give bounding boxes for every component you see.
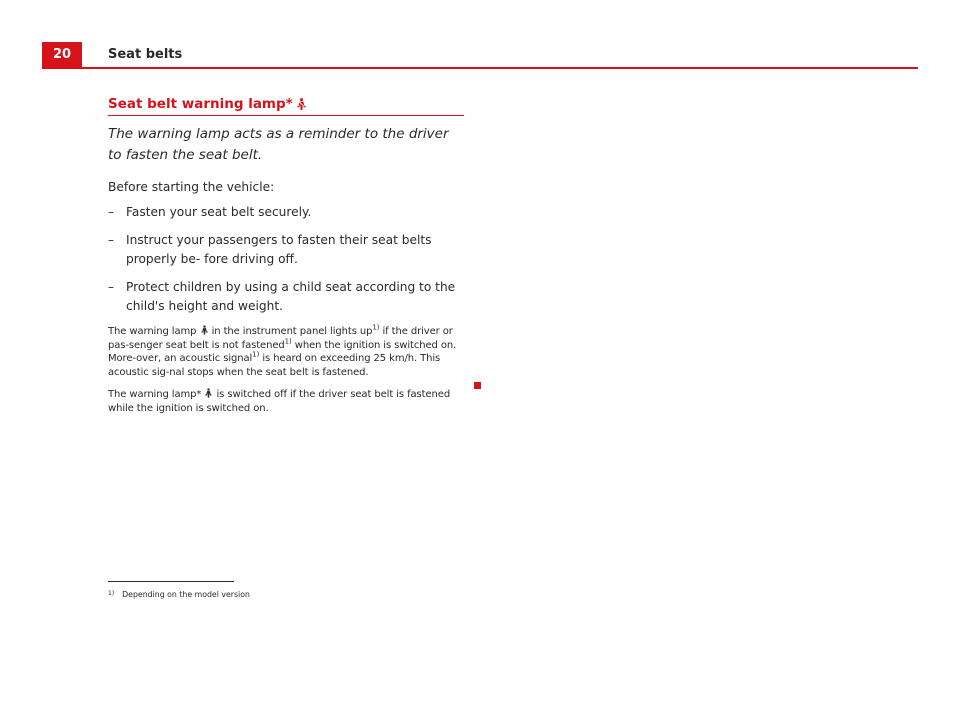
section-content <box>108 96 464 425</box>
list-item <box>108 278 464 316</box>
list-item <box>108 231 464 269</box>
section-heading-text: Seat belt warning lamp* <box>108 96 293 112</box>
chapter-title: Seat belts <box>108 47 183 62</box>
para1-text-d: when the ignition is switched on. More-over, an acoustic signal <box>108 339 457 365</box>
para2-text-a: The warning lamp* <box>108 389 202 401</box>
footnote-text: Depending on the model version <box>122 590 250 599</box>
list-item-text: Fasten your seat belt securely. <box>126 205 312 219</box>
section-heading <box>108 96 464 116</box>
list-item <box>108 203 464 222</box>
intro-text: Before starting the vehicle: <box>108 180 275 194</box>
para1-text-c: if the driver or pas-senger seat belt is not fastened <box>108 326 453 351</box>
paragraph-switch-off <box>108 388 464 415</box>
list-item-text: Protect children by using a child seat according to the child's height and weight. <box>126 280 456 313</box>
footnote-ref: 1) <box>252 350 260 359</box>
bullet-dash: – <box>108 280 115 294</box>
seatbelt-icon <box>297 98 306 110</box>
bullet-dash: – <box>108 233 115 247</box>
instruction-list <box>108 203 464 316</box>
seatbelt-icon <box>205 388 212 398</box>
list-item-text: Instruct your passengers to fasten their seat belts properly be- fore driving off. <box>126 233 432 266</box>
section-end-marker <box>474 382 481 389</box>
paragraph-warning-lamp <box>108 325 464 379</box>
lead-text: The warning lamp acts as a reminder to the driver to fasten the seat belt. <box>108 126 449 163</box>
page-number: 20 <box>42 42 82 67</box>
header-divider <box>42 67 918 69</box>
page-header <box>42 42 918 69</box>
footnote-ref: 1) <box>284 337 292 346</box>
footnote <box>108 590 250 599</box>
para1-text-e: is heard on exceeding 25 km/h. This acoustic sig-nal stops when the seat belt is fastened. <box>108 353 441 378</box>
footnote-marker: 1) <box>108 590 115 597</box>
para1-text-b: in the instrument panel lights up <box>211 326 373 337</box>
bullet-dash: – <box>108 205 115 219</box>
footnote-ref: 1) <box>372 323 380 332</box>
footnote-divider <box>108 581 234 582</box>
para2-text-b: is switched off if the driver seat belt is fastened while the ignition is switched on. <box>108 389 451 414</box>
para1-text-a: The warning lamp <box>108 326 197 337</box>
seatbelt-icon <box>201 325 208 335</box>
